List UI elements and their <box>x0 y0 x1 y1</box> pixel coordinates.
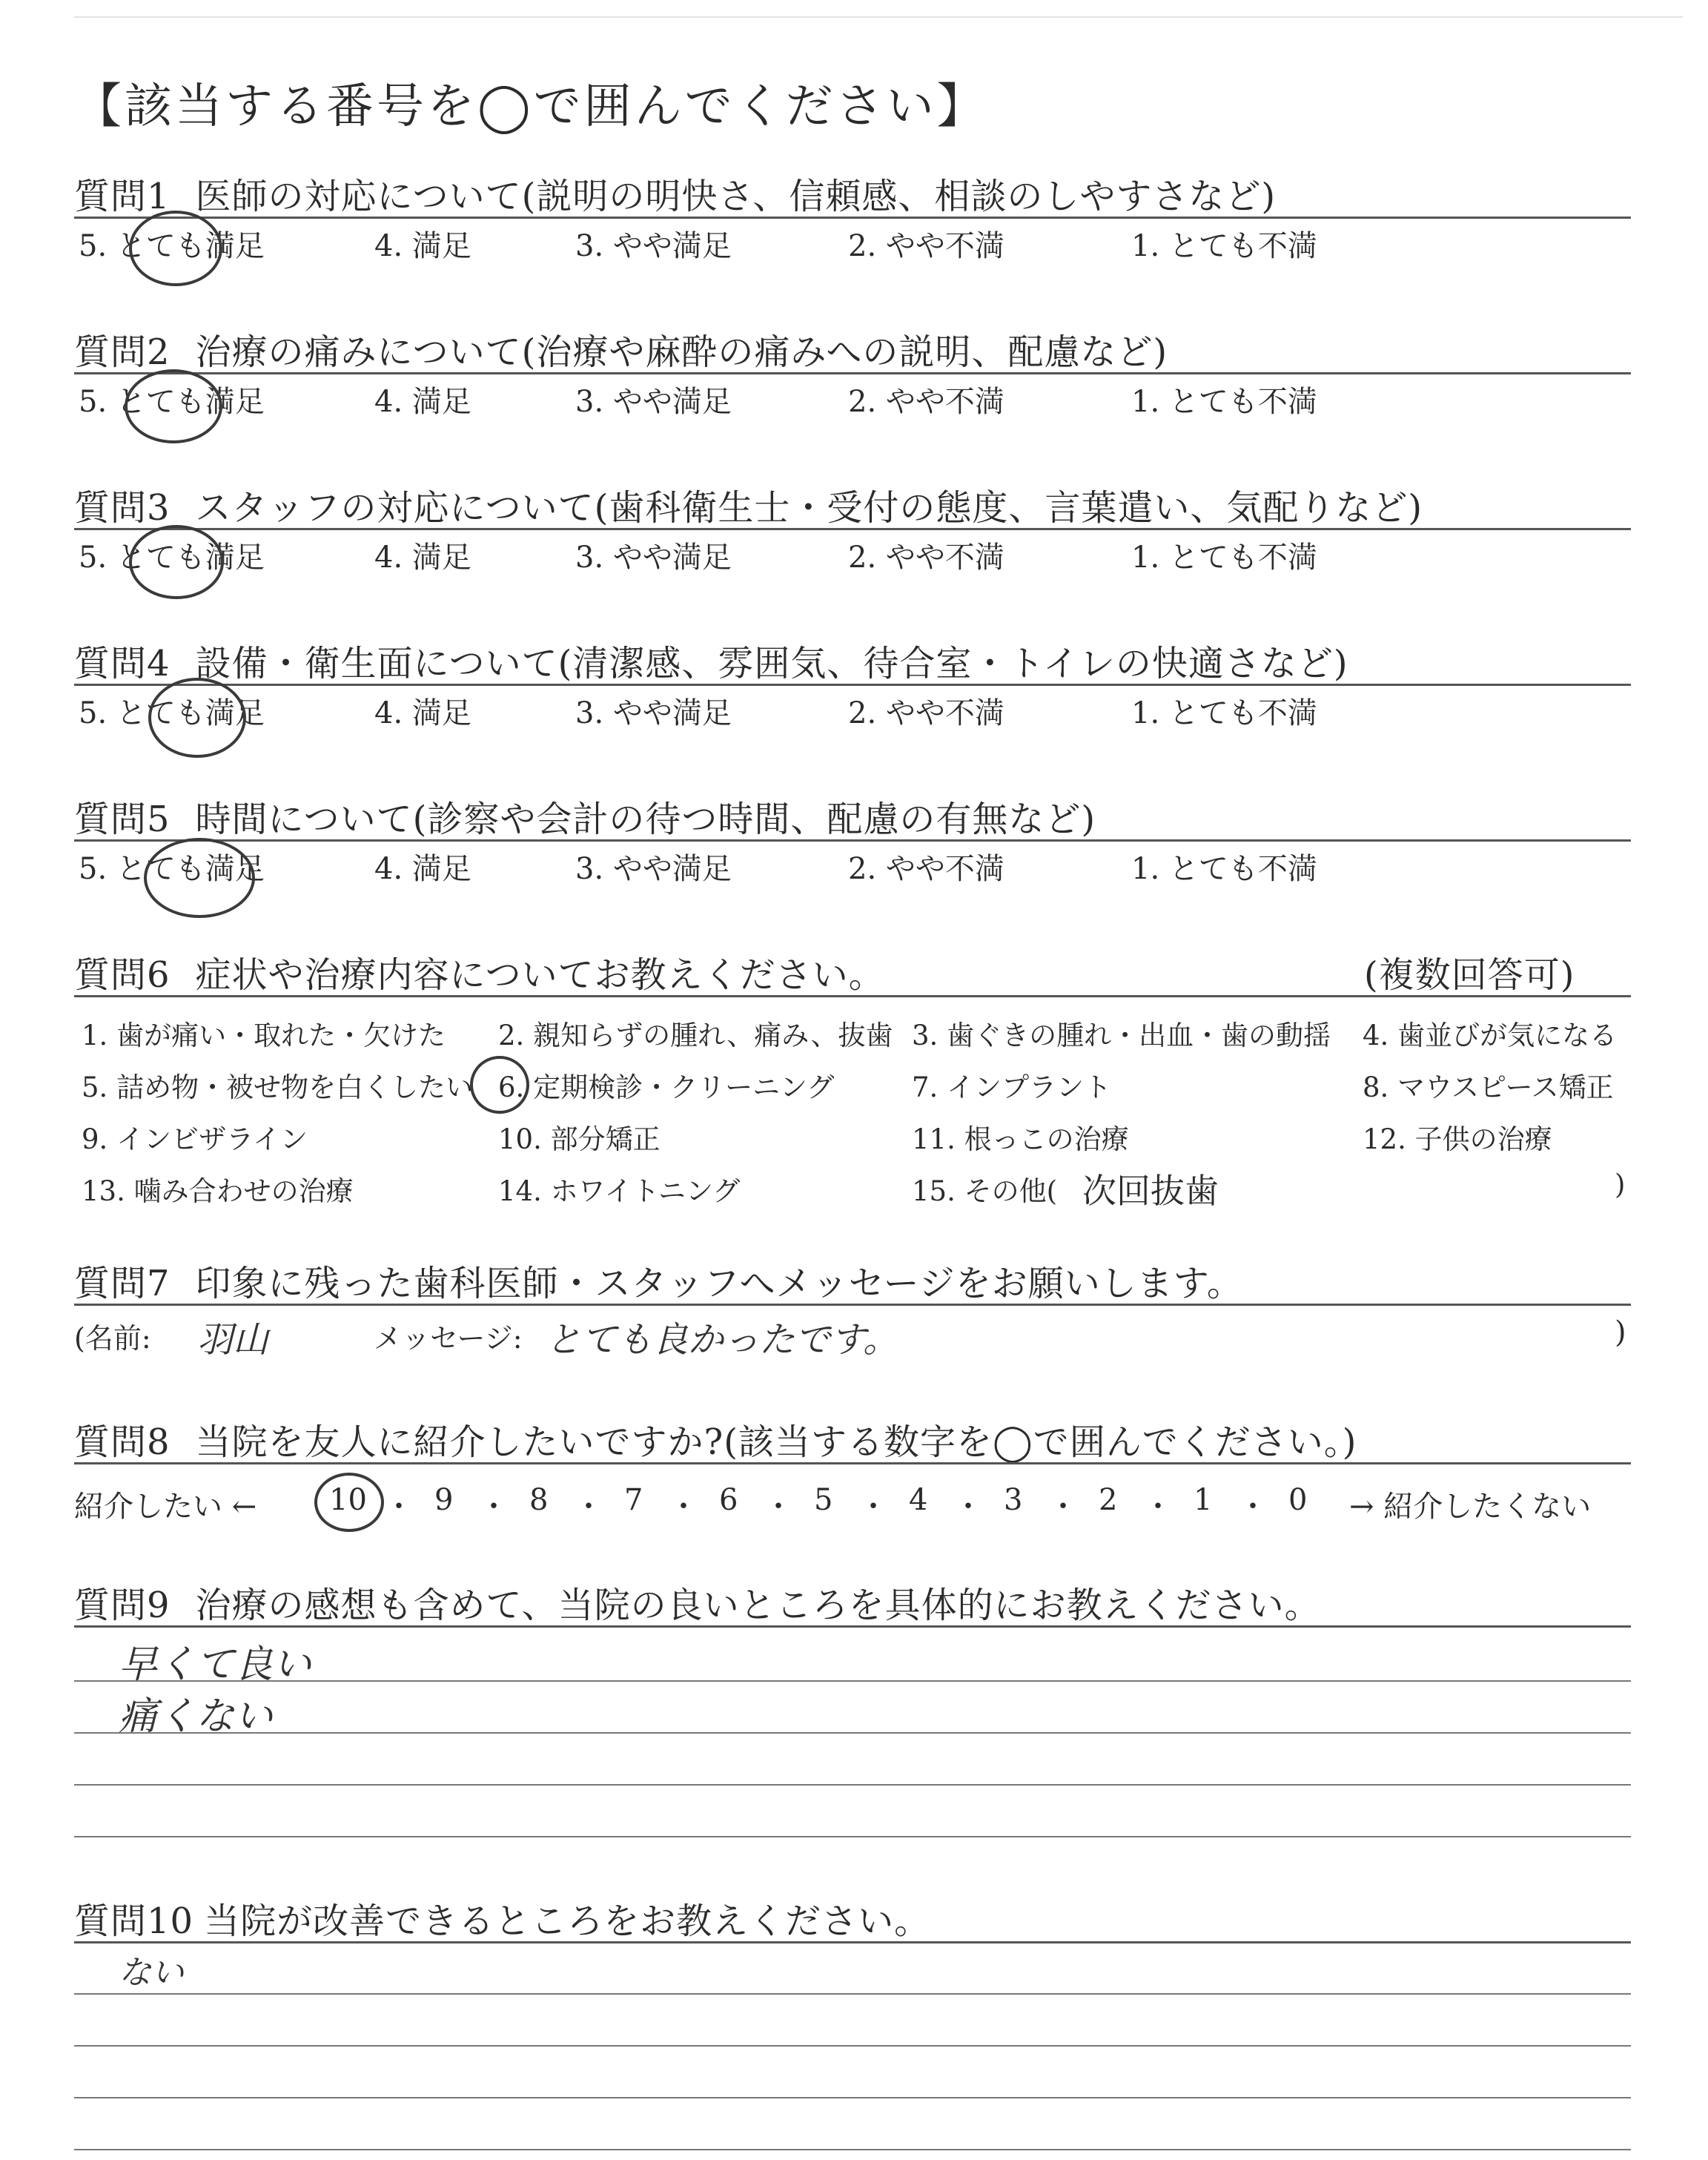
question-title <box>74 1255 1243 1306</box>
question-text: 治療の痛みについて(治療や麻酔の痛みへの説明、配慮など) <box>195 331 1168 373</box>
scale-right-label: → 紹介したくない <box>1349 1490 1592 1524</box>
option-5[interactable]: 5. とても満足 <box>79 696 265 730</box>
divider <box>74 217 1631 219</box>
scale-value[interactable]: 7 <box>624 1483 643 1517</box>
scale-value[interactable]: 2 <box>1099 1483 1118 1517</box>
other-close-paren: ) <box>1615 1169 1626 1200</box>
answer-line <box>74 1993 1631 1995</box>
question-title <box>74 635 1348 686</box>
symptom-option[interactable]: 1. 歯が痛い・取れた・欠けた <box>82 1020 446 1051</box>
answer-line <box>74 1836 1631 1837</box>
option-3[interactable]: 3. やや満足 <box>575 229 732 263</box>
option-4[interactable]: 4. 満足 <box>374 229 471 263</box>
question-title <box>74 168 1276 219</box>
symptom-option[interactable]: 2. 親知らずの腫れ、痛み、抜歯 <box>498 1020 893 1051</box>
rating-options <box>74 222 1631 267</box>
scale-value[interactable]: 3 <box>1004 1483 1023 1517</box>
option-5[interactable]: 5. とても満足 <box>79 852 265 886</box>
question-text: 印象に残った歯科医師・スタッフへメッセージをお願いします。 <box>195 1263 1243 1304</box>
form-heading: 【該当する番号を◯で囲んでください】 <box>74 79 987 134</box>
top-border <box>74 16 1683 18</box>
name-handwritten: 羽山 <box>197 1319 269 1361</box>
question-text: 当院を友人に紹介したいですか?(該当する数字を◯で囲んでください。) <box>195 1421 1357 1463</box>
divider <box>74 1625 1631 1628</box>
scale-left-label: 紹介したい ← <box>74 1490 257 1524</box>
question-number: 質問5 <box>74 799 171 840</box>
answer-line <box>74 1680 1631 1682</box>
question-number: 質問10 <box>74 1900 194 1942</box>
question-text: 症状や治療内容についてお教えください。 <box>195 954 885 996</box>
option-4[interactable]: 4. 満足 <box>374 541 471 575</box>
other-handwritten: 次回抜歯 <box>1082 1171 1219 1211</box>
scale-value[interactable]: 4 <box>909 1483 928 1517</box>
option-4[interactable]: 4. 満足 <box>374 852 471 886</box>
question-title <box>74 479 1423 530</box>
divider <box>74 372 1631 374</box>
option-2[interactable]: 2. やや不満 <box>848 852 1004 886</box>
answer-handwritten: ない <box>119 1954 184 1992</box>
answer-line <box>74 1784 1631 1786</box>
question-number: 質問2 <box>74 331 171 373</box>
scale-value[interactable]: 10 <box>329 1483 367 1517</box>
option-5[interactable]: 5. とても満足 <box>79 541 265 575</box>
divider <box>74 1304 1631 1306</box>
question-title <box>74 1413 1357 1464</box>
option-3[interactable]: 3. やや満足 <box>575 541 732 575</box>
option-4[interactable]: 4. 満足 <box>374 385 471 419</box>
symptom-option[interactable]: 15. その他( <box>912 1175 1058 1207</box>
option-5[interactable]: 5. とても満足 <box>79 229 265 263</box>
rating-options <box>74 378 1631 423</box>
message-handwritten: とても良かったです。 <box>546 1319 899 1361</box>
symptom-option[interactable]: 4. 歯並びが気になる <box>1363 1020 1618 1051</box>
question-text: 時間について(診察や会計の待つ時間、配慮の有無など) <box>195 799 1096 840</box>
symptom-option[interactable]: 8. マウスピース矯正 <box>1363 1071 1614 1103</box>
answer-handwritten: 早くて良い <box>119 1642 312 1687</box>
symptom-option[interactable]: 14. ホワイトニング <box>498 1175 741 1207</box>
option-1[interactable]: 1. とても不満 <box>1131 385 1317 419</box>
option-2[interactable]: 2. やや不満 <box>848 696 1004 730</box>
question-number: 質問9 <box>74 1585 171 1626</box>
option-5[interactable]: 5. とても満足 <box>79 385 265 419</box>
divider <box>74 839 1631 842</box>
question-number: 質問6 <box>74 954 171 996</box>
message-label: メッセージ: <box>374 1322 523 1355</box>
option-3[interactable]: 3. やや満足 <box>575 852 732 886</box>
question-title <box>74 1892 930 1943</box>
question-number: 質問3 <box>74 487 171 529</box>
divider <box>74 995 1631 997</box>
scale-value[interactable]: 5 <box>814 1483 833 1517</box>
rating-options <box>74 534 1631 578</box>
question-text: スタッフの対応について(歯科衛生士・受付の態度、言葉遣い、気配りなど) <box>195 487 1423 529</box>
question-number: 質問8 <box>74 1421 171 1463</box>
question-title <box>74 790 1096 842</box>
scale-value[interactable]: 6 <box>719 1483 738 1517</box>
rating-options <box>74 690 1631 734</box>
question-text: 設備・衛生面について(清潔感、雰囲気、待合室・トイレの快適さなど) <box>195 643 1348 684</box>
option-1[interactable]: 1. とても不満 <box>1131 541 1317 575</box>
divider <box>74 528 1631 530</box>
symptom-option[interactable]: 9. インビザライン <box>82 1123 308 1155</box>
question-title <box>74 946 885 997</box>
option-3[interactable]: 3. やや満足 <box>575 696 732 730</box>
answer-line <box>74 1732 1631 1734</box>
divider <box>74 1462 1631 1464</box>
option-1[interactable]: 1. とても不満 <box>1131 696 1317 730</box>
answer-line <box>74 2097 1631 2098</box>
divider <box>74 684 1631 686</box>
scale-value[interactable]: 1 <box>1194 1483 1213 1517</box>
rating-options <box>74 845 1631 890</box>
scale-value[interactable]: 8 <box>529 1483 549 1517</box>
option-2[interactable]: 2. やや不満 <box>848 541 1004 575</box>
question-title <box>74 1576 1321 1628</box>
option-3[interactable]: 3. やや満足 <box>575 385 732 419</box>
option-2[interactable]: 2. やや不満 <box>848 229 1004 263</box>
symptom-option[interactable]: 7. インプラント <box>912 1071 1112 1103</box>
question-number: 質問4 <box>74 643 171 684</box>
symptom-option[interactable]: 6. 定期検診・クリーニング <box>498 1071 835 1103</box>
option-4[interactable]: 4. 満足 <box>374 696 471 730</box>
symptom-option[interactable]: 13. 噛み合わせの治療 <box>82 1175 354 1207</box>
answer-line <box>74 2045 1631 2047</box>
option-1[interactable]: 1. とても不満 <box>1131 852 1317 886</box>
symptom-option[interactable]: 10. 部分矯正 <box>498 1123 661 1155</box>
question-number: 質問1 <box>74 176 171 217</box>
name-label: (名前: <box>74 1322 151 1355</box>
answer-line <box>74 2149 1631 2150</box>
question-number: 質問7 <box>74 1263 171 1304</box>
multiple-answer-note: (複数回答可) <box>1364 954 1575 996</box>
question-title <box>74 323 1168 374</box>
question-text: 当院が改善できるところをお教えください。 <box>204 1900 931 1942</box>
symptom-option[interactable]: 11. 根っこの治療 <box>912 1123 1129 1155</box>
option-2[interactable]: 2. やや不満 <box>848 385 1004 419</box>
scale-value[interactable]: 9 <box>434 1483 454 1517</box>
option-1[interactable]: 1. とても不満 <box>1131 229 1317 263</box>
symptom-option[interactable]: 5. 詰め物・被せ物を白くしたい <box>82 1071 474 1103</box>
question-text: 医師の対応について(説明の明快さ、信頼感、相談のしやすさなど) <box>195 176 1277 217</box>
answer-handwritten: 痛くない <box>119 1694 274 1739</box>
symptom-option[interactable]: 12. 子供の治療 <box>1363 1123 1552 1155</box>
question-text: 治療の感想も含めて、当院の良いところを具体的にお教えください。 <box>195 1585 1321 1626</box>
divider <box>74 1941 1631 1943</box>
message-close-paren: ) <box>1615 1315 1626 1350</box>
symptom-option[interactable]: 3. 歯ぐきの腫れ・出血・歯の動揺 <box>912 1020 1331 1051</box>
scale-value[interactable]: 0 <box>1288 1483 1308 1517</box>
